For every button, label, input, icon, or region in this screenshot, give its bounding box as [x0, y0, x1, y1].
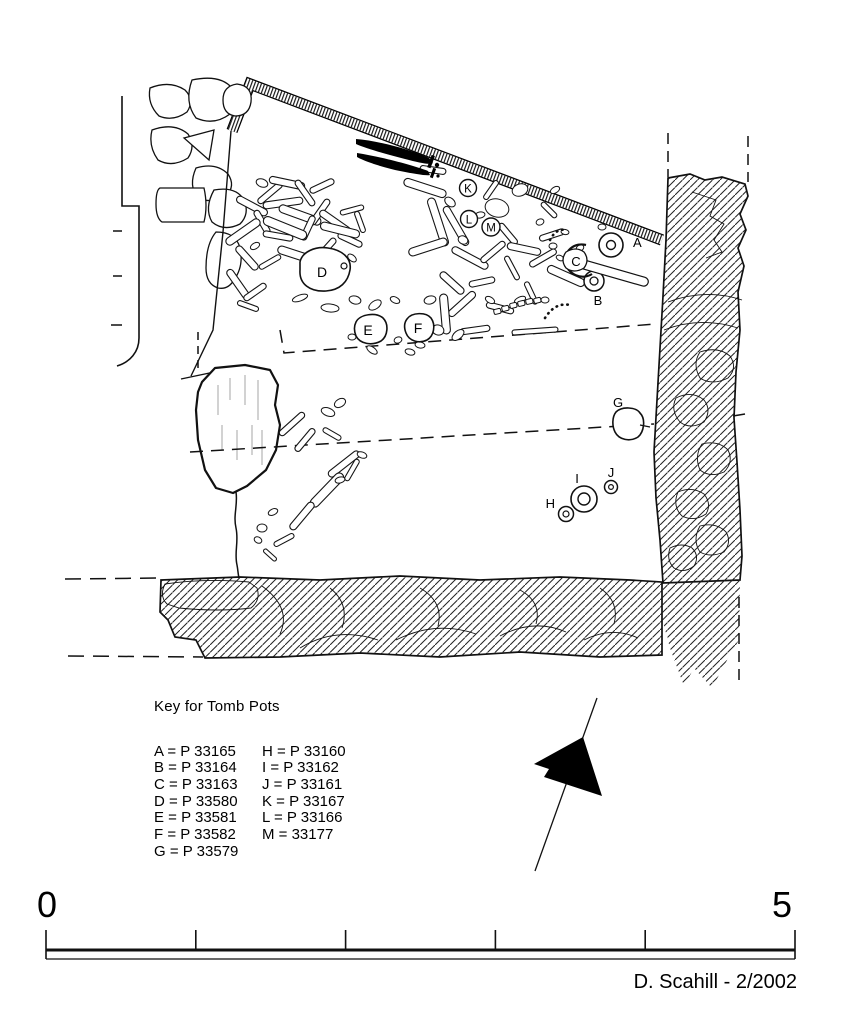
boulder — [196, 365, 280, 578]
pot-label-f: F — [413, 320, 423, 336]
bone-fragment — [480, 240, 507, 264]
key-block — [154, 699, 346, 861]
bone-fragment — [340, 204, 364, 215]
key-entry: D = P 33580 — [154, 792, 238, 810]
structure-stones — [149, 78, 251, 288]
bone-fragment — [309, 178, 335, 194]
pot-a — [599, 233, 623, 257]
bone-fragment — [469, 276, 496, 287]
right-wall-fade — [662, 580, 740, 688]
small-fragment — [598, 224, 606, 230]
pot-label-l: L — [465, 214, 473, 227]
bone-fragment — [403, 177, 447, 198]
bone-fragment — [263, 548, 278, 562]
pot-label-b: B — [593, 293, 603, 308]
bottom-wall — [160, 576, 662, 658]
small-fragment — [257, 524, 267, 532]
small-fragment — [404, 348, 415, 356]
small-fragment — [253, 535, 263, 544]
pot-d-handle — [341, 263, 347, 269]
bone-fragment — [278, 411, 306, 437]
boulder-crack-line — [235, 492, 239, 578]
scale-label-start: 0 — [37, 884, 58, 925]
small-fragment — [333, 397, 347, 410]
pot-label-k: K — [464, 183, 472, 196]
pot-label-j: J — [607, 465, 615, 480]
bone-fragment — [504, 255, 521, 280]
key-entry: L = P 33166 — [262, 809, 343, 827]
key-entry: J = P 33161 — [262, 776, 343, 794]
bone-fragment — [512, 327, 558, 335]
right-wall — [654, 174, 748, 688]
small-fragment — [348, 295, 362, 306]
bone-fragment — [439, 270, 466, 295]
scale-bar — [46, 930, 795, 959]
north-arrow — [534, 698, 602, 871]
small-fragment — [255, 177, 269, 189]
bone-scatter — [224, 165, 586, 562]
small-fragment — [249, 241, 261, 251]
pot-label-h: H — [545, 496, 555, 511]
small-fragment — [367, 298, 383, 313]
bone-fragment — [288, 501, 315, 532]
key-entry: A = P 33165 — [154, 742, 236, 760]
small-fragment — [291, 292, 308, 303]
pot-label-e: E — [363, 322, 373, 338]
bone-fragment — [322, 427, 342, 441]
small-fragment — [389, 295, 401, 305]
small-fragment — [267, 507, 279, 517]
bone-fragment — [273, 533, 295, 548]
key-entry: K = P 33167 — [262, 792, 345, 810]
key-title: Key for Tomb Pots — [154, 698, 280, 715]
bone-fragment — [237, 300, 259, 312]
pot-label-d: D — [316, 264, 328, 280]
pot-i — [571, 486, 597, 512]
bone-fragment — [408, 237, 449, 257]
bone-fragment — [294, 427, 317, 452]
pot-label-g: G — [612, 395, 624, 410]
small-fragment — [535, 218, 545, 226]
scale-label-end: 5 — [772, 884, 793, 925]
bone-fragment — [258, 254, 281, 270]
small-fragment — [549, 243, 557, 249]
key-entry: B = P 33164 — [154, 759, 237, 777]
key-entry: G = P 33579 — [154, 842, 239, 860]
bone-fragment — [460, 325, 491, 335]
pot-label-m: M — [486, 222, 496, 235]
pot-label-c: C — [571, 254, 581, 269]
pot-g — [613, 408, 644, 440]
bone-fragment — [507, 242, 542, 256]
key-entry: I = P 33162 — [262, 759, 339, 777]
credit-text: D. Scahill - 2/2002 — [633, 971, 797, 993]
bone-fragment — [483, 180, 500, 201]
small-fragment — [541, 297, 549, 303]
key-entry: E = P 33581 — [154, 809, 237, 827]
small-fragment — [320, 406, 336, 418]
pot-j — [605, 481, 618, 494]
key-entry: F = P 33582 — [154, 826, 236, 844]
pot-label-i: I — [575, 471, 579, 486]
key-entry: M = 33177 — [262, 826, 334, 844]
pot-h — [559, 507, 574, 522]
key-entry: H = P 33160 — [262, 742, 346, 760]
key-entry: C = P 33163 — [154, 776, 238, 794]
small-fragment — [393, 336, 403, 344]
small-fragment — [423, 295, 437, 306]
small-fragment — [321, 303, 340, 313]
pot-label-a: A — [633, 235, 642, 250]
